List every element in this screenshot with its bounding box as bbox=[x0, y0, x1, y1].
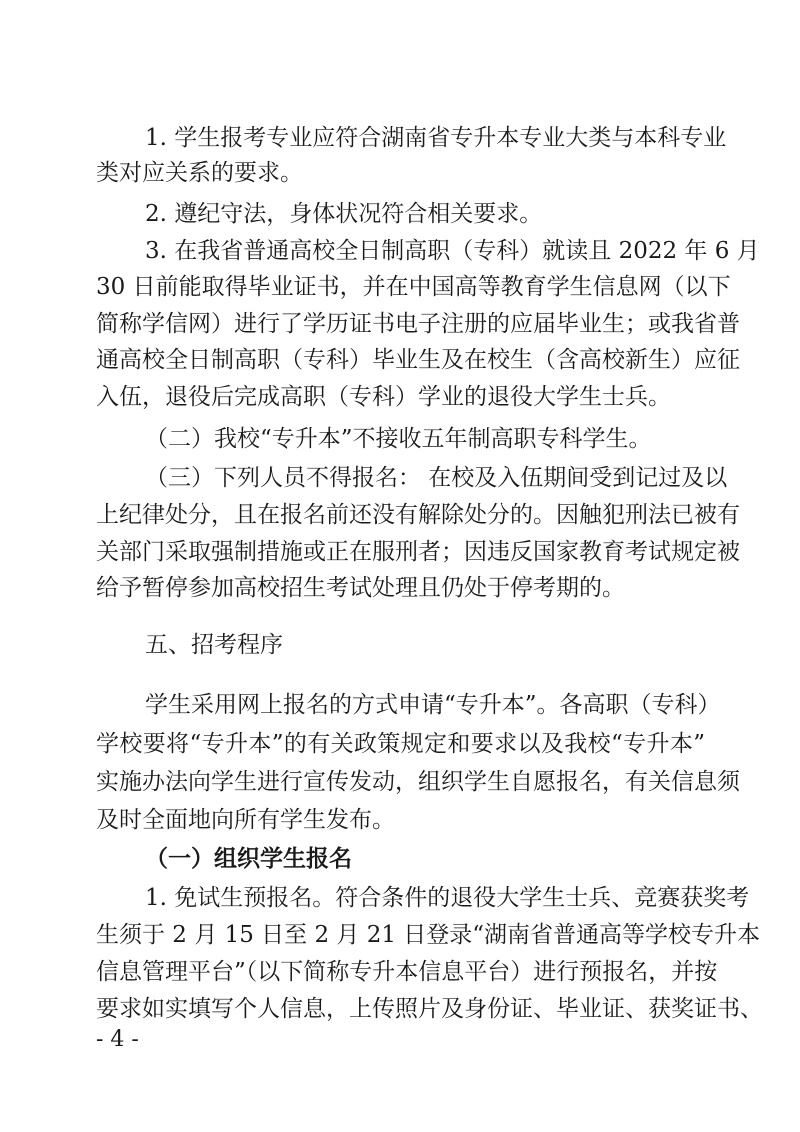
text-line: 学生采用网上报名的方式申请“专升本”。各高职（专科） bbox=[145, 692, 721, 718]
text-line: 入伍，退役后完成高职（专科）学业的退役大学生士兵。 bbox=[96, 384, 671, 410]
text-line: 2. 遵纪守法，身体状况符合相关要求。 bbox=[145, 201, 543, 227]
subsection-heading: （一）组织学生报名 bbox=[145, 845, 352, 872]
text-line: 1. 免试生预报名。符合条件的退役大学生士兵、竞赛获奖考 bbox=[145, 885, 750, 911]
text-line: 关部门采取强制措施或正在服刑者；因违反国家教育考试规定被 bbox=[96, 539, 740, 565]
text-line: 通高校全日制高职（专科）毕业生及在校生（含高校新生）应征 bbox=[96, 347, 740, 373]
section-heading: 五、招考程序 bbox=[145, 632, 283, 658]
text-line: 1. 学生报考专业应符合湖南省专升本专业大类与本科专业 bbox=[145, 125, 727, 151]
text-line: 要求如实填写个人信息，上传照片及身份证、毕业证、获奖证书、 bbox=[96, 996, 763, 1022]
text-line: 给予暂停参加高校招生考试处理且仍处于停考期的。 bbox=[96, 575, 625, 601]
text-line: 及时全面地向所有学生发布。 bbox=[96, 807, 395, 833]
text-line: （二）我校“专升本”不接收五年制高职专科学生。 bbox=[145, 426, 652, 452]
text-line: 3. 在我省普通高校全日制高职（专科）就读且 2022 年 6 月 bbox=[145, 238, 760, 264]
text-line: 类对应关系的要求。 bbox=[96, 160, 303, 186]
text-line: 信息管理平台”（以下简称专升本信息平台）进行预报名，并按 bbox=[96, 959, 718, 985]
text-line: 生须于 2 月 15 日至 2 月 21 日登录“湖南省普通高等学校专升本 bbox=[96, 922, 761, 948]
text-line: 实施办法向学生进行宣传发动，组织学生自愿报名，有关信息须 bbox=[96, 769, 740, 795]
text-line: （三）下列人员不得报名： 在校及入伍期间受到记过及以 bbox=[145, 465, 728, 491]
text-line: 30 日前能取得毕业证书，并在中国高等教育学生信息网（以下 bbox=[96, 274, 731, 300]
text-line: 上纪律处分，且在报名前还没有解除处分的。因触犯刑法已被有 bbox=[96, 502, 740, 528]
text-line: 学校要将“专升本”的有关政策规定和要求以及我校“专升本” bbox=[96, 731, 705, 757]
page-number: - 4 - bbox=[96, 1027, 139, 1052]
text-line: 简称学信网）进行了学历证书电子注册的应届毕业生；或我省普 bbox=[96, 311, 740, 337]
